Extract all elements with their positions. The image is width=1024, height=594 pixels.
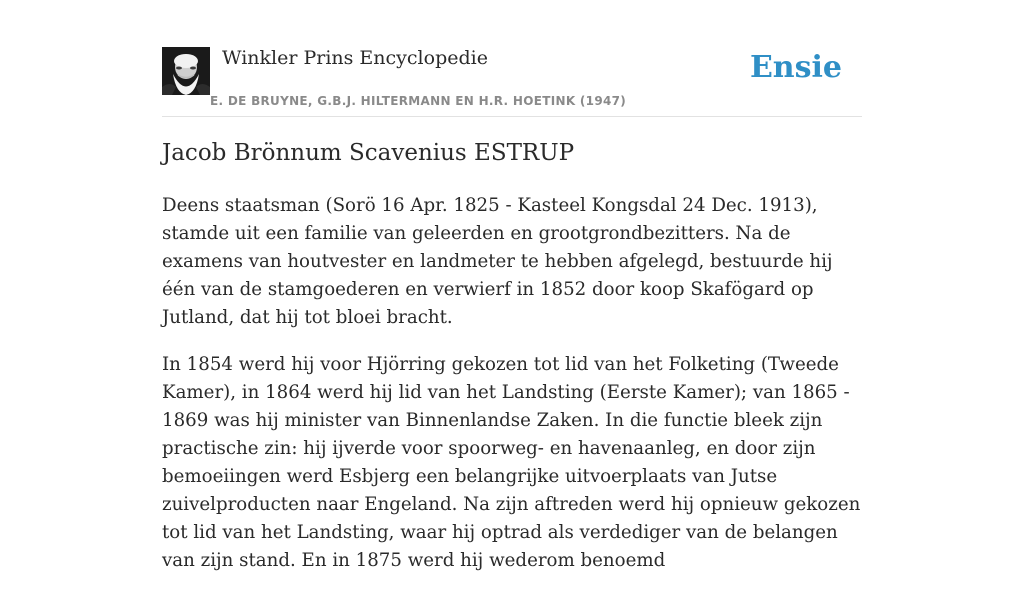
article-paragraph: In 1854 werd hij voor Hjörring gekozen tot lid van het Folketing (Tweede Kamer), in 1864 werd hij lid van het Landsting (Eerste Kamer); van 1865 - 1869 was hij minister van Binnenlandse Zaken. In die functie bleek zijn practische zin: hij ijverde voor spoorweg- en havenaanleg, en door zijn bemoeiingen werd Esbjerg een belangrijke uitvoerplaats van Jutse zuivelproducten naar Engeland. Na zijn aftreden werd hij opnieuw gekozen tot lid van het Landsting, waar hij optrad als verdediger van de belangen van zijn stand. En in 1875 werd hij wederom benoemd [162, 354, 861, 571]
article-paragraph: Deens staatsman (Sorö 16 Apr. 1825 - Kasteel Kongsdal 24 Dec. 1913), stamde uit een familie van geleerden en grootgrondbezitters. Na de examens van houtvester en landmeter te hebben afgelegd, bestuurde hij één van de stamgoederen en verwierf in 1852 door koop Skafögard op Jutland, dat hij tot bloei bracht. [162, 195, 833, 328]
article-body [162, 192, 862, 594]
source-title[interactable]: Winkler Prins Encyclopedie [222, 47, 488, 69]
brand-logo[interactable]: Ensie [749, 50, 842, 85]
source-header [162, 46, 862, 117]
bearded-man-portrait-icon [162, 47, 210, 95]
article-title: Jacob Brönnum Scavenius ESTRUP [162, 140, 575, 166]
source-authors: E. DE BRUYNE, G.B.J. HILTERMANN EN H.R. HOETINK (1947) [210, 94, 627, 108]
